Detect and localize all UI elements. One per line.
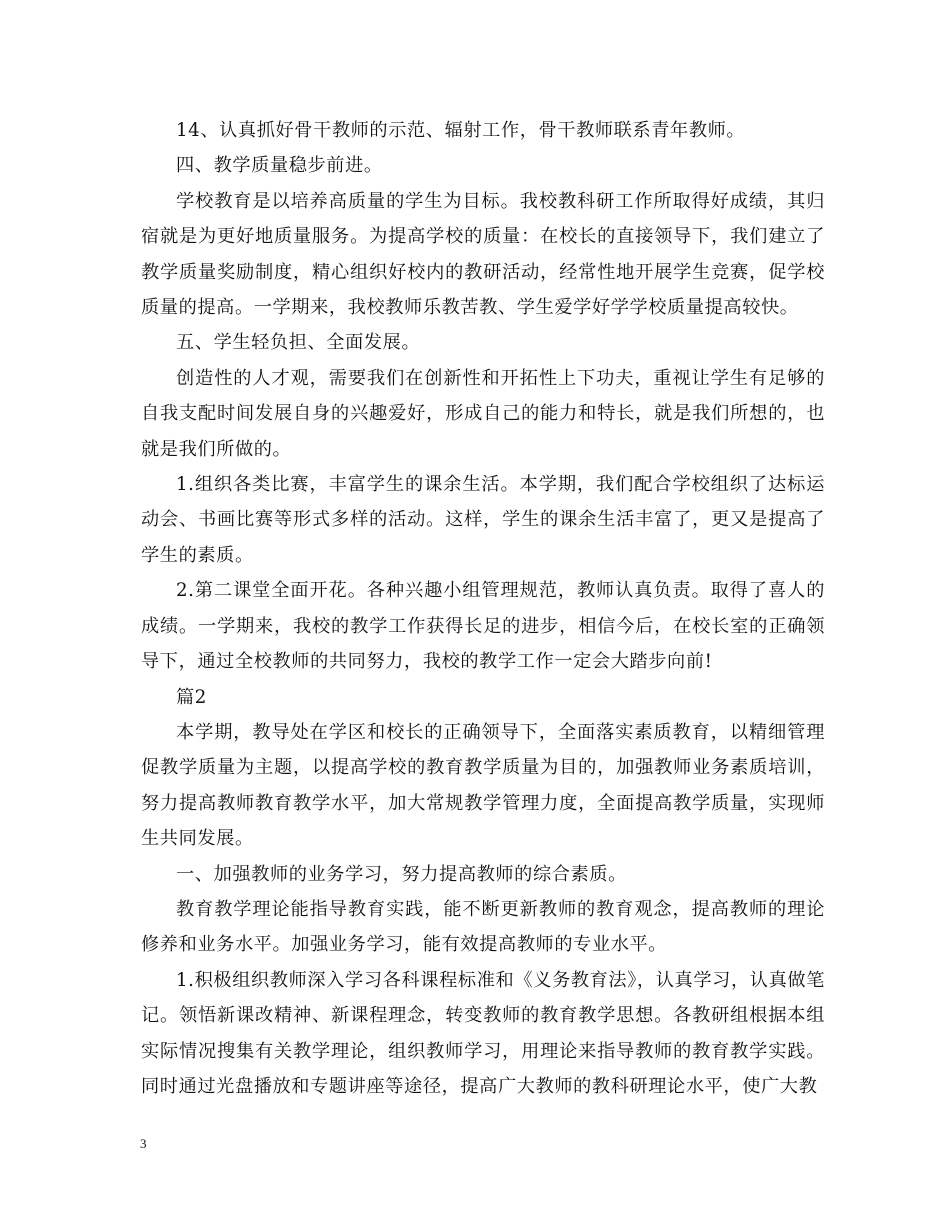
paragraph-semester-overview: 本学期，教导处在学区和校长的正确领导下，全面落实素质教育，以精细管理促教学质量为主题，以提高学校的教育教学质量为目的，加强教师业务素质培训，努力提高教师教育教学水平，加大常规教学管理力度，全面提高教学质量，实现师生共同发展。 <box>141 721 825 850</box>
paragraph-item-14: 14、认真抓好骨干教师的示范、辐射工作，骨干教师联系青年教师。 <box>176 120 746 141</box>
page-number: 3 <box>140 1136 147 1151</box>
section-heading-teacher-study: 一、加强教师的业务学习，努力提高教师的综合素质。 <box>176 863 627 885</box>
chapter-heading-part-2: 篇2 <box>176 686 207 708</box>
paragraph-talent-view: 创造性的人才观，需要我们在创新性和开拓性上下功夫，重视让学生有足够的自我支配时间发展自身的兴趣爱好，形成自己的能力和特长，就是我们所想的，也就是我们所做的。 <box>141 367 825 460</box>
paragraph-theory-guidance: 教育教学理论能指导教育实践，能不断更新教师的教育观念，提高教师的理论修养和业务水平。加强业务学习，能有效提高教师的专业水平。 <box>141 898 825 956</box>
section-heading-student-development: 五、学生轻负担、全面发展。 <box>176 332 421 354</box>
section-heading-teaching-quality: 四、教学质量稳步前进。 <box>176 155 383 177</box>
paragraph-item-2-second-classroom: 2.第二课堂全面开花。各种兴趣小组管理规范，教师认真负责。取得了喜人的成绩。一学期来，我校的教学工作获得长足的进步，相信今后，在校长室的正确领导下，通过全校教师的共同努力，我校的教学工作一定会大踏步向前! <box>141 580 825 673</box>
document-body <box>141 113 825 1104</box>
paragraph-teaching-quality: 学校教育是以培养高质量的学生为目标。我校教科研工作所取得好成绩，其归宿就是为更好地质量服务。为提高学校的质量：在校长的直接领导下，我们建立了教学质量奖励制度，精心组织好校内的教研活动，经常性地开展学生竞赛，促学校质量的提高。一学期来，我校教师乐教苦教、学生爱学好学学校质量提高较快。 <box>141 190 825 319</box>
paragraph-item-1-curriculum-study: 1.积极组织教师深入学习各科课程标准和《义务教育法》，认真学习，认真做笔记。领悟新课改精神、新课程理念，转变教师的教育教学思想。各教研组根据本组实际情况搜集有关教学理论，组织教师学习，用理论来指导教师的教育教学实践。同时通过光盘播放和专题讲座等途径，提高广大教师的教科研理论水平，使广大教 <box>141 969 825 1097</box>
paragraph-item-1-competitions: 1.组织各类比赛，丰富学生的课余生活。本学期，我们配合学校组织了达标运动会、书画比赛等形式多样的活动。这样，学生的课余生活丰富了，更又是提高了学生的素质。 <box>141 474 825 566</box>
